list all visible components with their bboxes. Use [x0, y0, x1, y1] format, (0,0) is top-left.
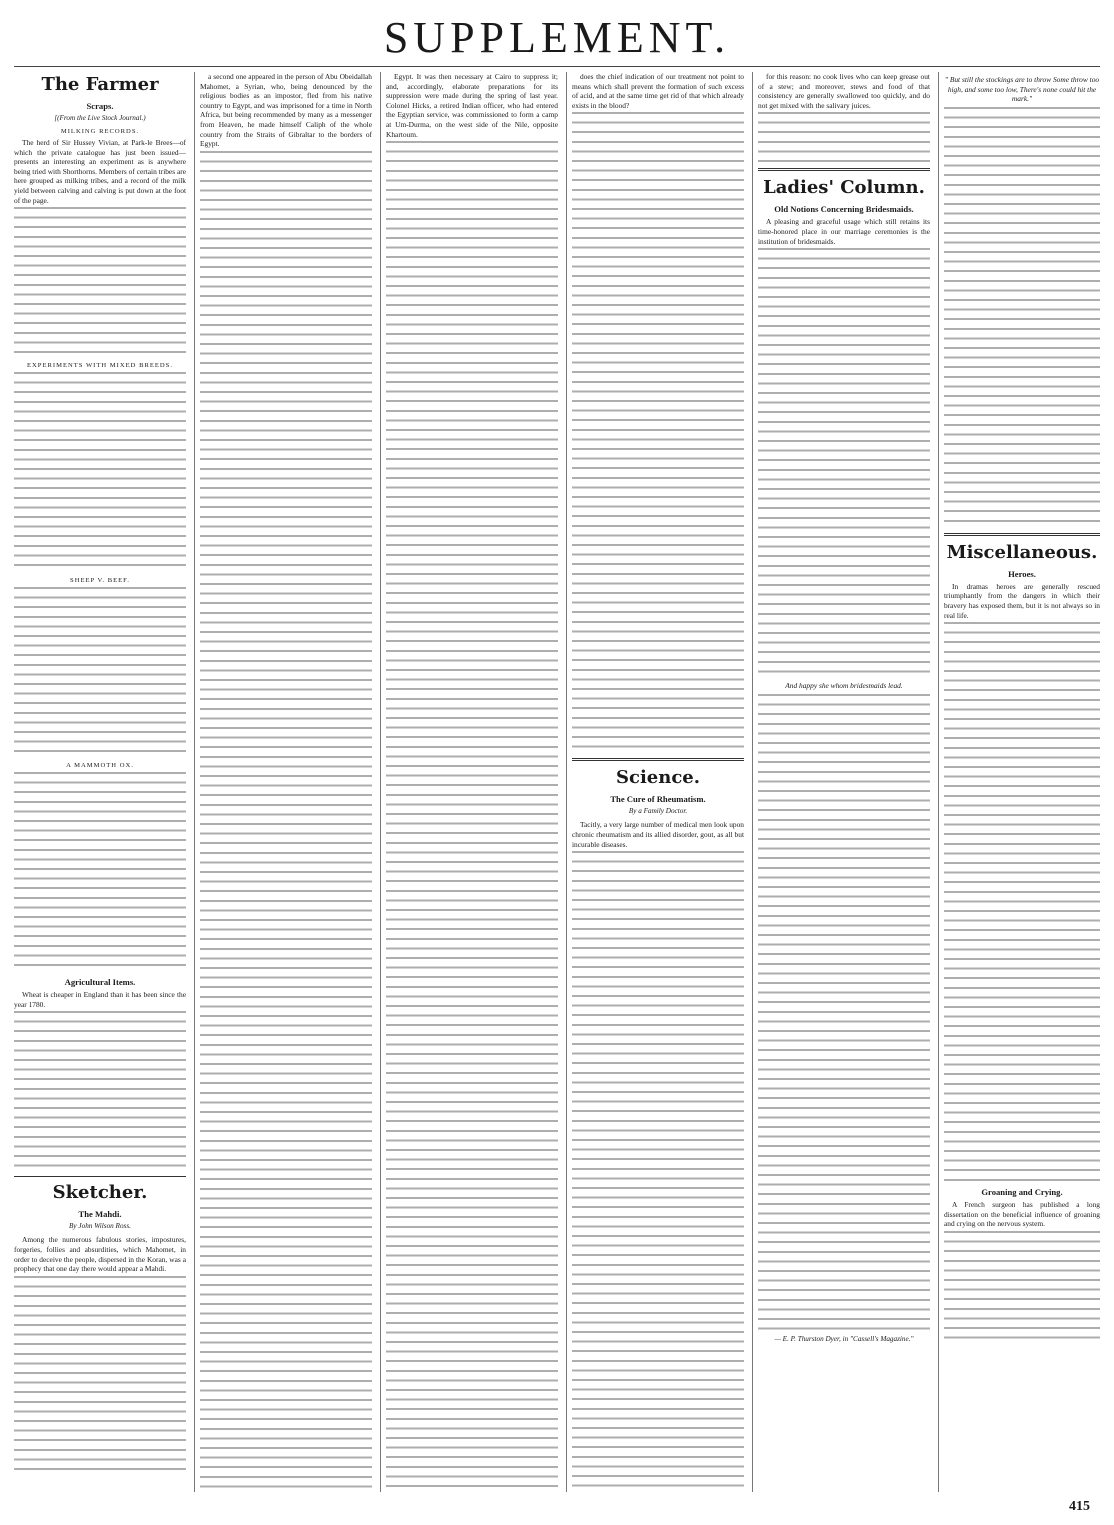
author-byline: By John Wilson Ross. [69, 1222, 131, 1231]
author-byline: By a Family Doctor. [628, 807, 688, 816]
column-rule [566, 72, 567, 1492]
article-paragraph: The herd of Sir Hussey Vivian, at Park-le Brees—of which the private catalogue has just been issued—presents an interesting an experiment as is anywhere being tried with Shorthorns. Members of certain tribes are here grouped as milking tribes, and a record of the milk yield between calving and calving is put down at the foot of the page. [14, 138, 186, 205]
subheading-mahdi: The Mahdi. [78, 1209, 122, 1220]
column-2 [200, 72, 372, 1492]
article-text-block [200, 151, 372, 1492]
article-text-block [14, 372, 186, 572]
article-text-block [572, 851, 744, 1492]
article-text-block [758, 112, 930, 162]
article-paragraph: Egypt. It was then necessary at Cairo to suppress it; and, accordingly, elaborate preparations for its suppression were made during the spring of last year. Colonel Hicks, a retired Indian officer, who had entered the Egyptian service, was commissioned to form a camp at Um-Durma, on the west side of the Nile, opposite Khartoum. [386, 72, 558, 139]
verse-quote: " But still the stockings are to throw Some throw too high, and some too low, There's none could hit the mark." [944, 75, 1100, 104]
article-paragraph: Tacitly, a very large number of medical men look upon chronic rheumatism and its allied disorder, gout, as all but incurable diseases. [572, 820, 744, 849]
column-rule [380, 72, 381, 1492]
subheading-bridesmaids: Old Notions Concerning Bridesmaids. [774, 204, 914, 215]
article-text-block [758, 248, 930, 678]
section-heading-farmer: The Farmer [41, 74, 159, 95]
column-1 [14, 72, 186, 1492]
subheading-agricultural-items: Agricultural Items. [64, 977, 136, 988]
article-paragraph: Wheat is cheaper in England than it has been since the year 1780. [14, 990, 186, 1009]
source-credit: [(From the Live Stock Journal.) [54, 114, 146, 122]
section-heading-miscellaneous: Miscellaneous. [946, 541, 1098, 563]
column-rule [938, 72, 939, 1492]
article-text-block [14, 587, 186, 757]
article-paragraph: does the chief indication of our treatment not point to means which shall prevent the formation of such excess of acid, and at the same time get rid of that which already exists in the blood? [572, 72, 744, 110]
column-3 [386, 72, 558, 1492]
article-paragraph: a second one appeared in the person of Abu Obeidallah Mahomet, a Syrian, who, being denounced by the religious bodies as an impostor, fled from his native country to Egypt, and was imprisoned for a time in North Africa, but being recommended by many as a messenger from Heaven, he made himself Caliph of the whole country from the Straits of Gibraltar to the borders of Egypt. [200, 72, 372, 149]
topic-mammoth-ox: A MAMMOTH OX. [66, 762, 134, 770]
article-text-block [944, 107, 1100, 527]
column-4 [572, 72, 744, 1492]
section-heading-ladies-column: Ladies' Column. [763, 177, 925, 199]
article-paragraph: A French surgeon has published a long dissertation on the beneficial influence of groaning and crying on the nervous system. [944, 1200, 1100, 1229]
divider [944, 533, 1100, 536]
topic-mixed-breeds: EXPERIMENTS WITH MIXED BREEDS. [27, 362, 173, 370]
section-heading-science: Science. [615, 767, 700, 789]
columns [14, 72, 1100, 1492]
column-rule [752, 72, 753, 1492]
divider [758, 168, 930, 171]
subheading-scraps: Scraps. [86, 101, 114, 111]
section-heading-sketcher: Sketcher. [52, 1182, 148, 1204]
subheading-heroes: Heroes. [1008, 568, 1036, 579]
article-text-block [386, 141, 558, 1492]
masthead: SUPPLEMENT. [383, 13, 731, 62]
article-paragraph: for this reason: no cook lives who can keep grease out of a stew; and moreover, stews and food of that consistency are generally swallowed too quickly, and do not get mixed with the salivary juices. [758, 72, 930, 110]
article-text-block [14, 772, 186, 972]
article-text-block [944, 622, 1100, 1182]
article-text-block [572, 112, 744, 752]
article-text-block [14, 207, 186, 357]
source-credit: — E. P. Thurston Dyer, in "Cassell's Magazine." [774, 1334, 914, 1343]
article-paragraph: Among the numerous fabulous stories, impostures, forgeries, follies and absurdities, which Mahomet, in order to deceive the people, dispersed in the Koran, was a prophecy that one day there would appear a Mahdi. [14, 1235, 186, 1274]
article-text-block [758, 694, 930, 1334]
subheading-rheumatism: The Cure of Rheumatism. [610, 794, 706, 805]
column-6 [944, 72, 1100, 1492]
subheading-groaning: Groaning and Crying. [981, 1187, 1063, 1198]
divider [14, 1176, 186, 1177]
topic-sheep-beef: SHEEP V. BEEF. [70, 577, 130, 585]
topic-milking-records: MILKING RECORDS. [60, 128, 140, 135]
article-paragraph: A pleasing and graceful usage which still retains its time-honored place in our marriage ceremonies is the institution of bridesmaids. [758, 217, 930, 246]
divider [572, 758, 744, 761]
column-5 [758, 72, 930, 1492]
article-text-block [14, 1276, 186, 1476]
verse-quote: And happy she whom bridesmaids lead. [785, 681, 903, 691]
article-text-block [14, 1011, 186, 1171]
column-rule [194, 72, 195, 1492]
article-text-block [944, 1231, 1100, 1341]
article-paragraph: In dramas heroes are generally rescued triumphantly from the dangers in which their bravery has exposed them, but it is not always so in real life. [944, 581, 1100, 620]
masthead-rule [14, 66, 1100, 67]
page-number: 415 [1069, 1499, 1090, 1514]
